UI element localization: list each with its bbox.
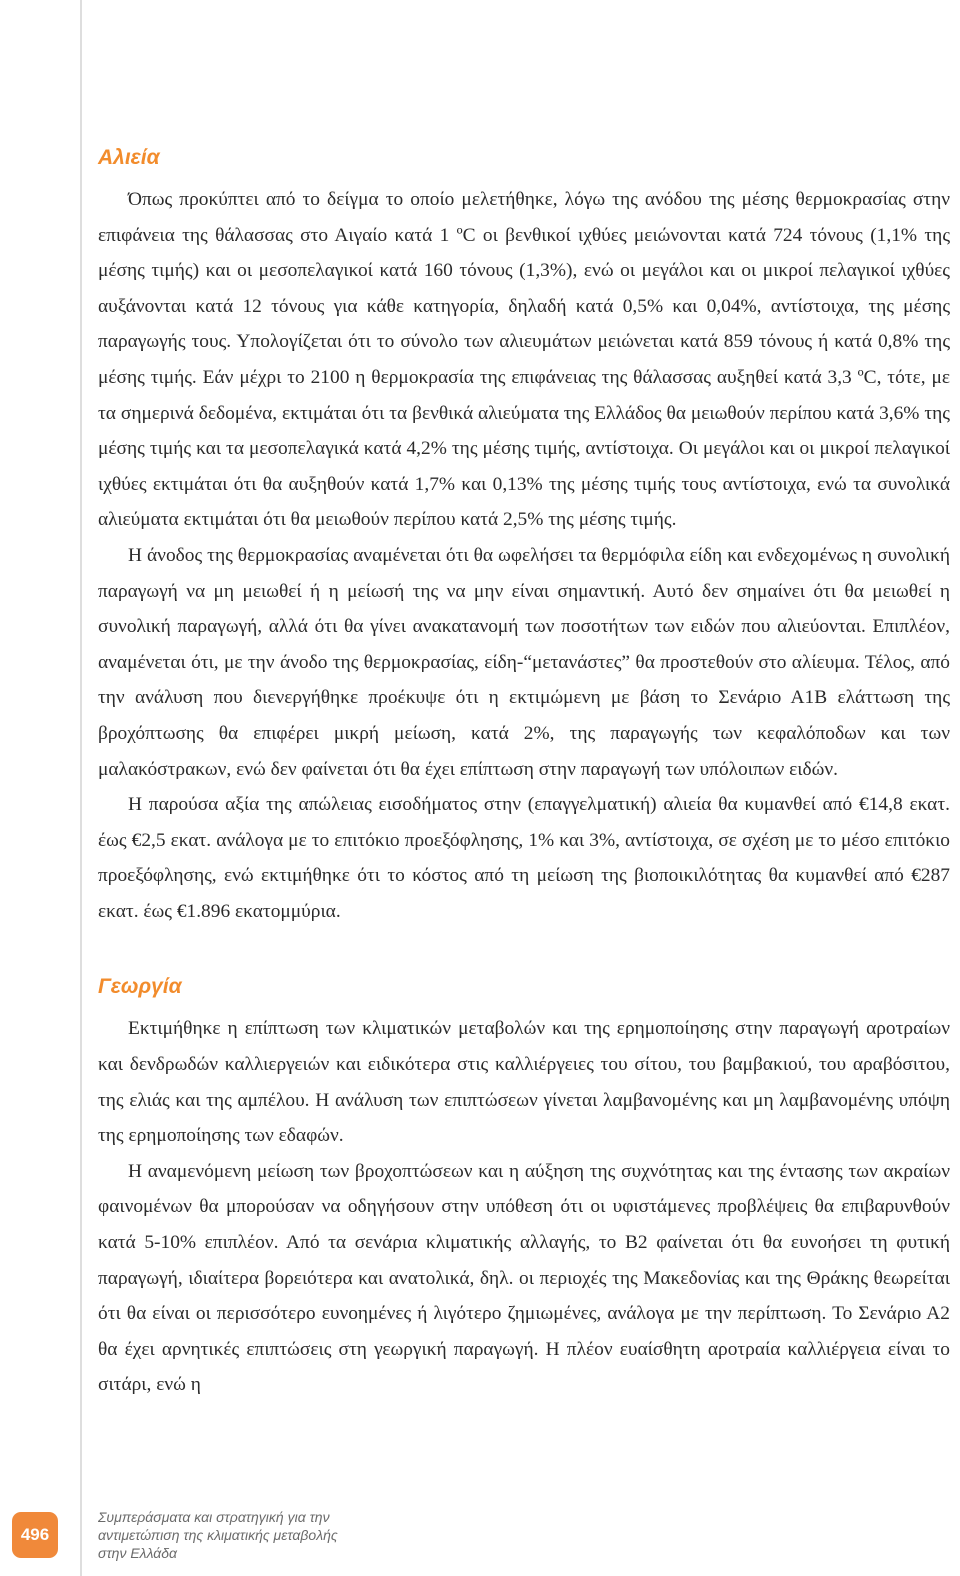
footer-title-line: Συμπεράσματα και στρατηγική για την	[98, 1509, 330, 1525]
footer-book-title	[98, 1508, 518, 1562]
paragraph: Όπως προκύπτει από το δείγμα το οποίο μελετήθηκε, λόγω της ανόδου της μέσης θερμοκρασίας στην επιφάνεια της θάλασσας στο Αιγαίο κατά 1 ºC οι βενθικοί ιχθύες μειώνονται κατά 724 τόνους (1,1% της μέσης τιμής) και οι μεσοπελαγικοί κατά 160 τόνους (1,3%), ενώ οι μεγάλοι και οι μικροί πελαγικοί ιχθύες αυξάνονται κατά 12 τόνους για κάθε κατηγορία, δηλαδή κατά 0,5% και 0,04%, αντίστοιχα, της μέσης παραγωγής τους. Υπολογίζεται ότι το σύνολο των αλιευμάτων μειώνεται κατά 859 τόνους ή κατά 0,8% της μέσης τιμής. Εάν μέχρι το 2100 η θερμοκρασία της επιφάνειας της θάλασσας αυξηθεί κατά 3,3 ºC, τότε, με τα σημερινά δεδομένα, εκτιμάται ότι τα βενθικά αλιεύματα της Ελλάδος θα μειωθούν περίπου κατά 3,6% της μέσης τιμής και τα μεσοπελαγικά κατά 4,2% της μέσης τιμής, αντίστοιχα. Οι μεγάλοι και οι μικροί πελαγικοί ιχθύες εκτιμάται ότι θα αυξηθούν κατά 1,7% και 0,13% της μέσης τιμής τους αντίστοιχα, ενώ τα συνολικά αλιεύματα εκτιμάται ότι θα μειωθούν περίπου κατά 2,5% της μέσης τιμής.	[98, 189, 950, 531]
paragraph: Η παρούσα αξία της απώλειας εισοδήματος στην (επαγγελματική) αλιεία θα κυμανθεί από €14,8 εκατ. έως €2,5 εκατ. ανάλογα με το επιτόκιο προεξόφλησης, 1% και 3%, αντίστοιχα, σε σχέση με το μέσο επιτόκιο προεξόφλησης, ενώ εκτιμήθηκε ότι το κόστος από τη μείωση της βιοποικιλότητας θα κυμανθεί από €287 εκατ. έως €1.896 εκατομμύρια.	[98, 794, 950, 922]
section-title-agriculture: Γεωργία	[98, 975, 182, 999]
paragraph: Η αναμενόμενη μείωση των βροχοπτώσεων και η αύξηση της συχνότητας και της έντασης των ακραίων φαινομένων θα μπορούσαν να οδηγήσουν στην υπόθεση ότι οι υφιστάμενες προβλέψεις θα επιβαρυνθούν κατά 5-10% επιπλέον. Από τα σενάρια κλιματικής αλλαγής, το Β2 φαίνεται ότι θα ευνοήσει τη φυτική παραγωγή, ιδιαίτερα βορειότερα και ανατολικά, δηλ. οι περιοχές της Μακεδονίας και της Θράκης θεωρείται ότι θα είναι οι περισσότερο ευνοημένες ή λιγότερο ζημιωμένες, ανάλογα με την περίπτωση. Το Σενάριο Α2 θα έχει αρνητικές επιπτώσεις στη γεωργική παραγωγή. Η πλέον ευαίσθητη αροτραία καλλιέργεια είναι το σιτάρι, ενώ η	[98, 1160, 950, 1396]
paragraph: Εκτιμήθηκε η επίπτωση των κλιματικών μεταβολών και της ερημοποίησης στην παραγωγή αροτραίων και δενδρωδών καλλιεργειών και ειδικότερα στις καλλιέργειες του σίτου, του βαμβακιού, του αραβόσιτου, της ελιάς και της αμπέλου. Η ανάλυση των επιπτώσεων γίνεται λαμβανομένης και μη λαμβανομένης υπόψη της ερημοποίησης των εδαφών.	[98, 1018, 950, 1147]
margin-rule	[80, 0, 82, 1576]
footer-title-line: στην Ελλάδα	[98, 1545, 178, 1561]
page-content	[98, 138, 950, 1403]
footer-title-line: αντιμετώπιση της κλιματικής μεταβολής	[98, 1527, 338, 1543]
section-title-fishing: Αλιεία	[98, 146, 160, 169]
paragraph: Η άνοδος της θερμοκρασίας αναμένεται ότι θα ωφελήσει τα θερμόφιλα είδη και ενδεχομένως η συνολική παραγωγή να μη μειωθεί ή η μείωσή της να μην είναι σημαντική. Αυτό δεν σημαίνει ότι θα μειωθεί η συνολική παραγωγή, αλλά ότι θα γίνει ανακατανομή των ποσοτήτων των ειδών που αλιεύονται. Επιπλέον, αναμένεται ότι, με την άνοδο της θερμοκρασίας, είδη-“μετανάστες” θα προστεθούν στο αλίευμα. Τέλος, από την ανάλυση που διενεργήθηκε προέκυψε ότι η εκτιμώμενη με βάση το Σενάριο Α1Β ελάττωση της βροχόπτωσης θα επιφέρει μικρή μείωση, κατά 2%, της παραγωγής των κεφαλόποδων και των μαλακόστρακων, ενώ δεν φαίνεται ότι θα έχει επίπτωση στην παραγωγή των υπόλοιπων ειδών.	[98, 544, 950, 780]
page-number-badge: 496	[12, 1512, 58, 1558]
